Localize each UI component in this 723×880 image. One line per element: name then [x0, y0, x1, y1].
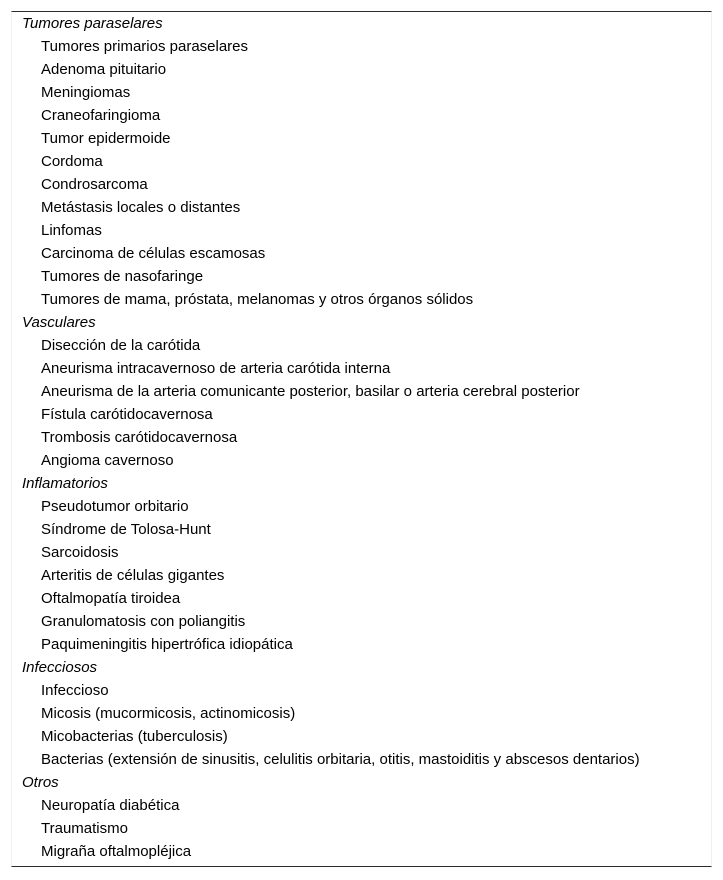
list-item: Traumatismo	[41, 820, 128, 837]
differential-diagnosis-table	[11, 11, 712, 867]
group-vasculares	[12, 311, 711, 472]
list-item: Síndrome de Tolosa-Hunt	[41, 521, 211, 538]
list-item: Tumores de mama, próstata, melanomas y otros órganos sólidos	[41, 291, 474, 308]
list-item: Craneofaringioma	[41, 107, 161, 124]
list-item: Sarcoidosis	[41, 544, 119, 561]
list-item: Pseudotumor orbitario	[41, 498, 189, 515]
list-item: Tumor epidermoide	[41, 130, 171, 147]
list-item: Tumores primarios paraselares	[41, 38, 249, 55]
list-item: Paquimeningitis hipertrófica idiopática	[41, 636, 293, 653]
list-item: Angioma cavernoso	[41, 452, 174, 469]
category-heading: Vasculares	[22, 314, 96, 331]
list-item: Bacterias (extensión de sinusitis, celulitis orbitaria, otitis, mastoiditis y abscesos dentarios)	[41, 751, 640, 768]
list-item: Adenoma pituitario	[41, 61, 167, 78]
list-item: Migraña oftalmopléjica	[41, 843, 192, 860]
list-item: Meningiomas	[41, 84, 131, 101]
list-item: Tumores de nasofaringe	[41, 268, 204, 285]
list-item: Micosis (mucormicosis, actinomicosis)	[41, 705, 296, 722]
list-item: Granulomatosis con poliangitis	[41, 613, 246, 630]
list-item: Infeccioso	[41, 682, 109, 699]
list-item: Linfomas	[41, 222, 102, 239]
list-item: Disección de la carótida	[41, 337, 201, 354]
list-item: Aneurisma intracavernoso de arteria carótida interna	[41, 360, 391, 377]
list-item: Fístula carótidocavernosa	[41, 406, 213, 423]
group-inflamatorios	[12, 472, 711, 656]
category-heading: Infecciosos	[22, 659, 98, 676]
list-item: Aneurisma de la arteria comunicante posterior, basilar o arteria cerebral posterior	[41, 383, 580, 400]
list-item: Carcinoma de células escamosas	[41, 245, 266, 262]
list-item: Neuropatía diabética	[41, 797, 180, 814]
list-item: Cordoma	[41, 153, 103, 170]
group-infecciosos	[12, 656, 711, 771]
group-tumores-paraselares	[12, 12, 711, 311]
category-heading: Tumores paraselares	[22, 15, 163, 32]
list-item: Oftalmopatía tiroidea	[41, 590, 181, 607]
list-item: Condrosarcoma	[41, 176, 148, 193]
list-item: Trombosis carótidocavernosa	[41, 429, 238, 446]
list-item: Metástasis locales o distantes	[41, 199, 241, 216]
group-otros	[12, 771, 711, 863]
category-heading: Inflamatorios	[22, 475, 108, 492]
list-item: Arteritis de células gigantes	[41, 567, 225, 584]
table-body	[12, 12, 711, 863]
category-heading: Otros	[22, 774, 59, 791]
list-item: Micobacterias (tuberculosis)	[41, 728, 228, 745]
